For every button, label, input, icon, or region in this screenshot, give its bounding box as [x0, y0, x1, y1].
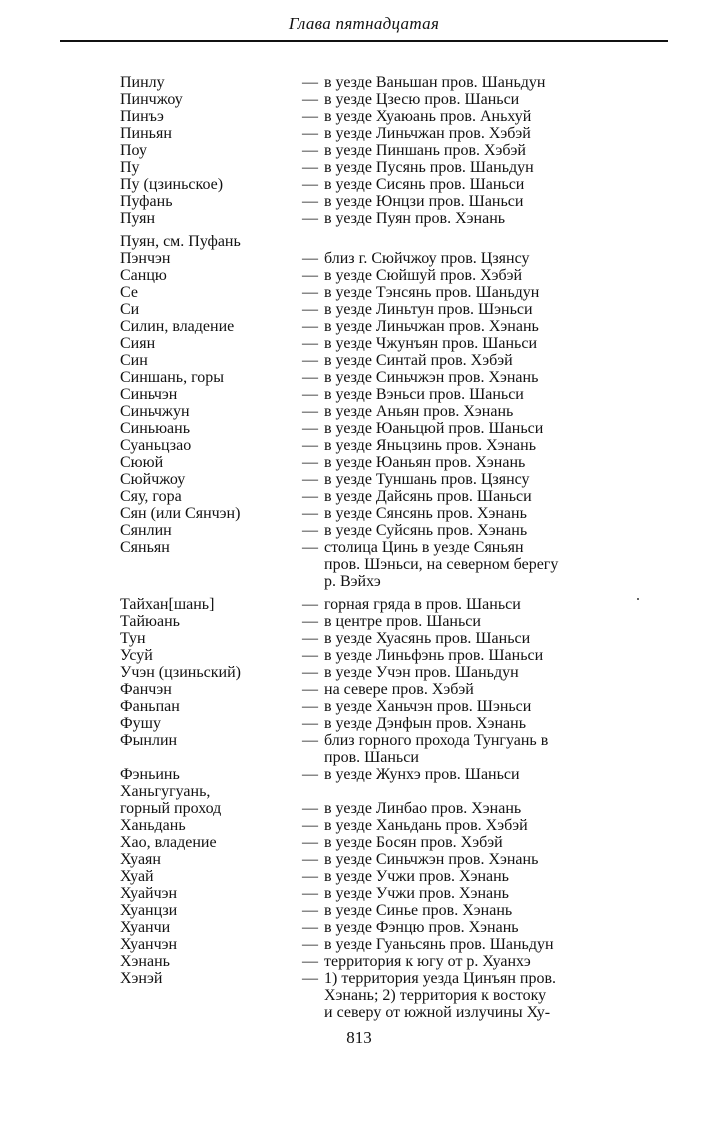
entry-term: Пинъэ	[120, 108, 164, 125]
definition-text: в центре пров. Шаньси	[324, 613, 481, 630]
chapter-title: Глава пятнадцатая	[288, 14, 440, 33]
em-dash: —	[302, 522, 318, 539]
entry-term: Хуайчэн	[120, 885, 178, 902]
entry-definition	[302, 91, 620, 108]
definition-text: в уезде Тэнсянь пров. Шаньдун	[324, 284, 540, 301]
entry-definition	[302, 454, 620, 471]
em-dash: —	[302, 596, 318, 613]
entry-definition	[302, 732, 620, 766]
entry-row	[120, 817, 620, 834]
definition-text: в уезде Линьчжан пров. Хэбэй	[324, 125, 531, 142]
entry-definition	[302, 613, 620, 630]
entry-definition	[302, 403, 620, 420]
entry-term: Санцю	[120, 267, 167, 284]
em-dash: —	[302, 664, 318, 681]
entry-term: Си	[120, 301, 140, 318]
entry-term: Хэнань	[120, 953, 170, 970]
entry-term: Пэнчэн	[120, 250, 171, 267]
entry-definition	[302, 902, 620, 919]
entry-definition	[302, 233, 620, 250]
definition-text: в уезде Юаньцюй пров. Шаньси	[324, 420, 544, 437]
entry-term: Фэньинь	[120, 766, 180, 783]
em-dash: —	[302, 834, 318, 851]
entry-definition	[302, 919, 620, 936]
em-dash: —	[302, 630, 318, 647]
entry-term: Пу	[120, 159, 140, 176]
definition-text: горная гряда в пров. Шаньси	[324, 596, 521, 613]
entry-definition	[302, 250, 620, 267]
definition-text: 1) территория уезда Цинъян пров. Хэнань; 2) территория к востоку и северу от южной излучины Ху-	[324, 970, 557, 1021]
entry-definition	[302, 970, 620, 1021]
entry-term: Се	[120, 284, 138, 301]
definition-text: близ г. Сюйчжоу пров. Цзянсу	[324, 250, 530, 267]
entry-term: Хуанчи	[120, 919, 171, 936]
entry-row	[120, 936, 620, 953]
entry-row	[120, 766, 620, 783]
entry-term: Хэнэй	[120, 970, 163, 987]
entry-definition	[302, 335, 620, 352]
entry-row	[120, 953, 620, 970]
entry-term: Синшань, горы	[120, 369, 224, 386]
em-dash: —	[302, 868, 318, 885]
print-speck	[637, 598, 639, 600]
entry-row	[120, 91, 620, 108]
entry-definition	[302, 868, 620, 885]
definition-text: в уезде Жунхэ пров. Шаньси	[324, 766, 520, 783]
definition-text: в уезде Ханьчэн пров. Шэньси	[324, 698, 532, 715]
entry-term: Пинчжоу	[120, 91, 183, 108]
entry-row	[120, 284, 620, 301]
em-dash: —	[302, 352, 318, 369]
entry-term: Синьюань	[120, 420, 191, 437]
entry-row	[120, 318, 620, 335]
entry-row	[120, 176, 620, 193]
entry-row	[120, 698, 620, 715]
entry-row	[120, 732, 620, 766]
entry-row	[120, 539, 620, 590]
entry-row	[120, 352, 620, 369]
entry-row	[120, 681, 620, 698]
entry-term: Сяньян	[120, 539, 170, 556]
entry-term: Хуанчэн	[120, 936, 178, 953]
entry-row	[120, 125, 620, 142]
entry-definition	[302, 284, 620, 301]
definition-text: в уезде Пусянь пров. Шаньдун	[324, 159, 534, 176]
definition-text: территория к югу от р. Хуанхэ	[324, 953, 531, 970]
entry-term: Пуян, см. Пуфань	[120, 233, 241, 250]
em-dash: —	[302, 539, 318, 556]
definition-text: в уезде Синье пров. Хэнань	[324, 902, 513, 919]
entry-term: Тайхан[шань]	[120, 596, 215, 613]
entry-term: Силин, владение	[120, 318, 235, 335]
entry-row	[120, 970, 620, 1021]
entry-definition	[302, 386, 620, 403]
definition-text: в уезде Гуаньсянь пров. Шаньдун	[324, 936, 554, 953]
entry-row	[120, 267, 620, 284]
definition-text: в уезде Синтай пров. Хэбэй	[324, 352, 513, 369]
entry-term: Синьчжун	[120, 403, 190, 420]
definition-text: в уезде Дэнфын пров. Хэнань	[324, 715, 526, 732]
entry-term: Сююй	[120, 454, 164, 471]
definition-text: в уезде Чжунъян пров. Шаньси	[324, 335, 538, 352]
entry-term: Ханьдань	[120, 817, 186, 834]
entry-definition	[302, 505, 620, 522]
entry-term: Фанчэн	[120, 681, 172, 698]
definition-text: в уезде Линбао пров. Хэнань	[324, 800, 522, 817]
definition-text: в уезде Дайсянь пров. Шаньси	[324, 488, 532, 505]
definition-text: в уезде Сюйшуй пров. Хэбэй	[324, 267, 523, 284]
entry-term: Син	[120, 352, 148, 369]
entry-term: Ханьгугуань,	[120, 783, 211, 800]
entry-row	[120, 647, 620, 664]
entry-row	[120, 715, 620, 732]
definition-text: в уезде Юаньян пров. Хэнань	[324, 454, 526, 471]
entry-definition	[302, 834, 620, 851]
entry-term: Синьчэн	[120, 386, 178, 403]
entry-definition	[302, 522, 620, 539]
definition-text: в уезде Синьчжэн пров. Хэнань	[324, 851, 539, 868]
entry-definition	[302, 74, 620, 91]
entry-row	[120, 369, 620, 386]
entry-definition	[302, 539, 620, 590]
em-dash: —	[302, 437, 318, 454]
em-dash: —	[302, 613, 318, 630]
definition-text: в уезде Учэн пров. Шаньдун	[324, 664, 519, 681]
definition-text: в уезде Ваньшан пров. Шаньдун	[324, 74, 546, 91]
entry-term: Хуаян	[120, 851, 161, 868]
entry-row	[120, 74, 620, 91]
entry-definition	[302, 369, 620, 386]
definition-text: в уезде Сисянь пров. Шаньси	[324, 176, 525, 193]
definition-text: столица Цинь в уезде Сяньян пров. Шэньси, на северном берегу р. Вэйхэ	[324, 539, 559, 590]
entry-row	[120, 596, 620, 613]
em-dash: —	[302, 647, 318, 664]
em-dash: —	[302, 471, 318, 488]
entry-row	[120, 193, 620, 210]
entry-term: Сян (или Сянчэн)	[120, 505, 241, 522]
entry-row	[120, 386, 620, 403]
entry-definition	[302, 664, 620, 681]
em-dash: —	[302, 851, 318, 868]
definition-text: в уезде Учжи пров. Хэнань	[324, 868, 509, 885]
entry-row	[120, 488, 620, 505]
em-dash: —	[302, 488, 318, 505]
entry-definition	[302, 159, 620, 176]
definition-text: в уезде Линьфэнь пров. Шаньси	[324, 647, 544, 664]
entry-row	[120, 851, 620, 868]
definition-text: в уезде Линьтун пров. Шэньси	[324, 301, 533, 318]
entry-row	[120, 800, 620, 817]
em-dash: —	[302, 159, 318, 176]
em-dash: —	[302, 318, 318, 335]
entry-term: горный проход	[120, 800, 222, 817]
page-number: 813	[346, 1028, 372, 1047]
entry-definition	[302, 267, 620, 284]
entry-definition	[302, 142, 620, 159]
entry-row	[120, 454, 620, 471]
running-header	[60, 8, 668, 36]
definition-text: в уезде Пуян пров. Хэнань	[324, 210, 506, 227]
entry-row	[120, 437, 620, 454]
entry-row	[120, 919, 620, 936]
em-dash: —	[302, 193, 318, 210]
entry-definition	[302, 301, 620, 318]
entry-row	[120, 335, 620, 352]
em-dash: —	[302, 919, 318, 936]
em-dash: —	[302, 369, 318, 386]
entry-term: Пинлу	[120, 74, 165, 91]
em-dash: —	[302, 817, 318, 834]
entry-row	[120, 834, 620, 851]
definition-text: в уезде Фэнцю пров. Хэнань	[324, 919, 519, 936]
em-dash: —	[302, 970, 318, 987]
entry-definition	[302, 596, 620, 613]
entry-term: Сиян	[120, 335, 156, 352]
entry-term: Поу	[120, 142, 147, 159]
em-dash: —	[302, 335, 318, 352]
entry-row	[120, 868, 620, 885]
em-dash: —	[302, 732, 318, 749]
em-dash: —	[302, 176, 318, 193]
entry-definition	[302, 630, 620, 647]
entry-definition	[302, 936, 620, 953]
definition-text: в уезде Линьчжан пров. Хэнань	[324, 318, 539, 335]
entry-row	[120, 210, 620, 227]
em-dash: —	[302, 125, 318, 142]
entry-row	[120, 630, 620, 647]
definition-text: в уезде Учжи пров. Хэнань	[324, 885, 509, 902]
definition-text: в уезде Синьчжэн пров. Хэнань	[324, 369, 539, 386]
em-dash: —	[302, 420, 318, 437]
entry-definition	[302, 681, 620, 698]
entry-term: Пу (цзиньское)	[120, 176, 224, 193]
entry-term: Пуян	[120, 210, 156, 227]
entry-definition	[302, 318, 620, 335]
entry-row	[120, 250, 620, 267]
header-rule	[60, 40, 668, 42]
entry-definition	[302, 800, 620, 817]
entry-term: Хао, владение	[120, 834, 217, 851]
em-dash: —	[302, 142, 318, 159]
em-dash: —	[302, 766, 318, 783]
entry-row	[120, 233, 620, 250]
entry-term: Пиньян	[120, 125, 172, 142]
entry-term: Учэн (цзиньский)	[120, 664, 241, 681]
definition-text: в уезде Юнцзи пров. Шаньси	[324, 193, 524, 210]
entry-definition	[302, 176, 620, 193]
definition-text: в уезде Ханьдань пров. Хэбэй	[324, 817, 528, 834]
em-dash: —	[302, 953, 318, 970]
entry-term: Сянлин	[120, 522, 172, 539]
entry-term: Сяу, гора	[120, 488, 182, 505]
em-dash: —	[302, 885, 318, 902]
entry-row	[120, 159, 620, 176]
definition-text: в уезде Босян пров. Хэбэй	[324, 834, 503, 851]
entry-definition	[302, 715, 620, 732]
em-dash: —	[302, 681, 318, 698]
definition-text: в уезде Хуасянь пров. Шаньси	[324, 630, 531, 647]
entry-term: Фынлин	[120, 732, 178, 749]
entry-row	[120, 471, 620, 488]
definition-text: в уезде Цзесю пров. Шаньси	[324, 91, 520, 108]
definition-text: в уезде Вэньси пров. Шаньси	[324, 386, 524, 403]
definition-text: в уезде Яньцзинь пров. Хэнань	[324, 437, 537, 454]
em-dash: —	[302, 902, 318, 919]
entry-term: Усуй	[120, 647, 153, 664]
definition-text: в уезде Сянсянь пров. Хэнань	[324, 505, 527, 522]
em-dash: —	[302, 698, 318, 715]
entry-term: Тун	[120, 630, 146, 647]
entry-row	[120, 783, 620, 800]
em-dash: —	[302, 91, 318, 108]
em-dash: —	[302, 403, 318, 420]
entry-term: Хуанцзи	[120, 902, 178, 919]
entry-term: Хуай	[120, 868, 154, 885]
definition-text: на севере пров. Хэбэй	[324, 681, 474, 698]
entry-definition	[302, 885, 620, 902]
entry-row	[120, 885, 620, 902]
em-dash: —	[302, 284, 318, 301]
em-dash: —	[302, 74, 318, 91]
entry-row	[120, 301, 620, 318]
entry-row	[120, 403, 620, 420]
entry-row	[120, 505, 620, 522]
entry-row	[120, 902, 620, 919]
entry-row	[120, 108, 620, 125]
entry-definition	[302, 783, 620, 800]
definition-text: близ горного прохода Тунгуань в пров. Шаньси	[324, 732, 549, 766]
em-dash: —	[302, 108, 318, 125]
em-dash: —	[302, 301, 318, 318]
entry-row	[120, 420, 620, 437]
definition-text: в уезде Туншань пров. Цзянсу	[324, 471, 530, 488]
gazetteer-list	[120, 74, 620, 1021]
definition-text: в уезде Пиншань пров. Хэбэй	[324, 142, 526, 159]
entry-definition	[302, 488, 620, 505]
entry-definition	[302, 698, 620, 715]
entry-term: Суаньцзао	[120, 437, 192, 454]
entry-definition	[302, 766, 620, 783]
entry-definition	[302, 953, 620, 970]
entry-definition	[302, 647, 620, 664]
em-dash: —	[302, 454, 318, 471]
em-dash: —	[302, 715, 318, 732]
entry-row	[120, 142, 620, 159]
em-dash: —	[302, 250, 318, 267]
entry-definition	[302, 817, 620, 834]
entry-row	[120, 522, 620, 539]
entry-term: Фаньпан	[120, 698, 180, 715]
entry-definition	[302, 420, 620, 437]
entry-row	[120, 613, 620, 630]
entry-definition	[302, 108, 620, 125]
em-dash: —	[302, 210, 318, 227]
definition-text: в уезде Суйсянь пров. Хэнань	[324, 522, 528, 539]
entry-definition	[302, 851, 620, 868]
entry-term: Фушу	[120, 715, 161, 732]
entry-definition	[302, 193, 620, 210]
em-dash: —	[302, 505, 318, 522]
definition-text: в уезде Хуаюань пров. Аньхуй	[324, 108, 532, 125]
entry-term: Тайюань	[120, 613, 180, 630]
entry-term: Сюйчжоу	[120, 471, 186, 488]
entry-definition	[302, 352, 620, 369]
em-dash: —	[302, 267, 318, 284]
entry-definition	[302, 210, 620, 227]
entry-definition	[302, 437, 620, 454]
em-dash: —	[302, 800, 318, 817]
em-dash: —	[302, 936, 318, 953]
entry-definition	[302, 125, 620, 142]
entry-term: Пуфань	[120, 193, 173, 210]
entry-definition	[302, 471, 620, 488]
em-dash: —	[302, 386, 318, 403]
definition-text: в уезде Аньян пров. Хэнань	[324, 403, 514, 420]
entry-row	[120, 664, 620, 681]
